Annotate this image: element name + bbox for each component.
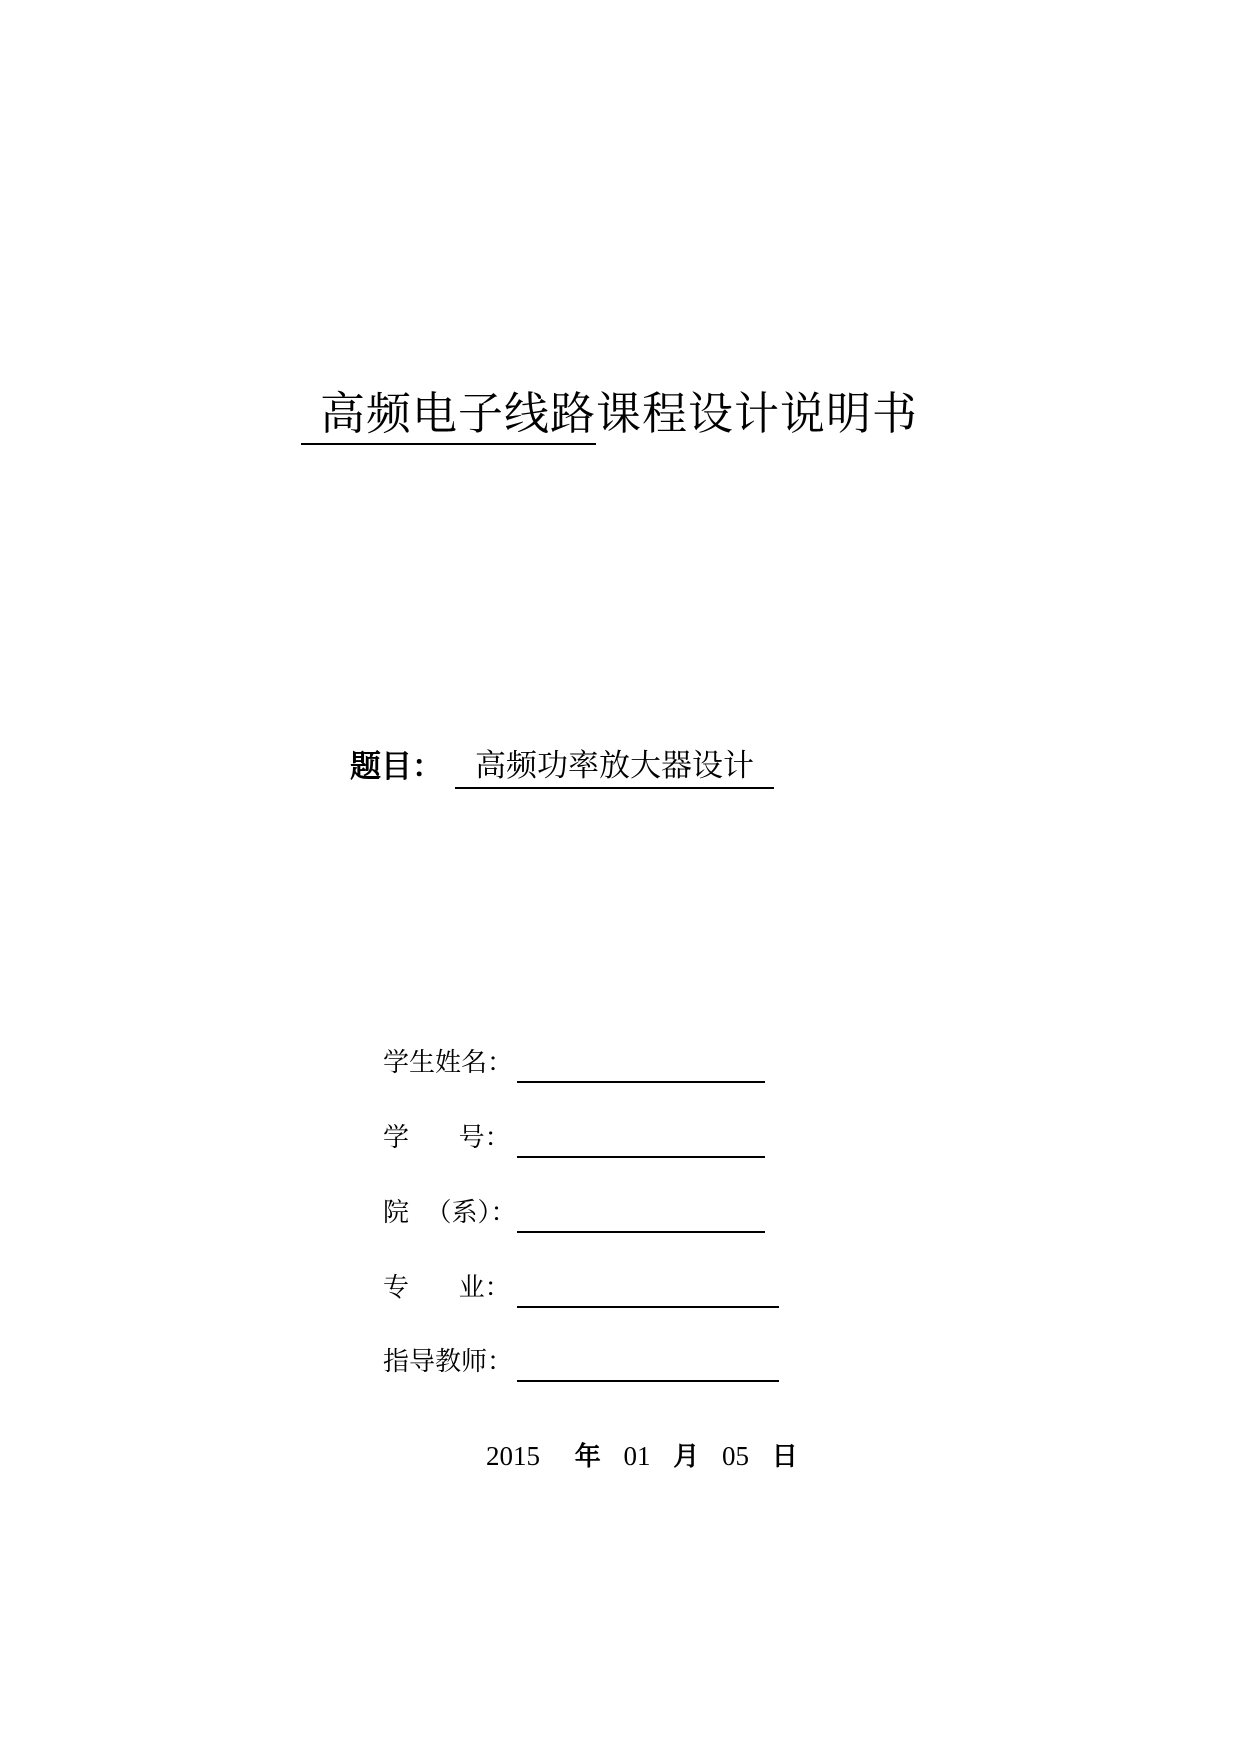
field-department	[383, 1193, 765, 1233]
field-label: 专 业：	[383, 1273, 511, 1303]
field-student-name	[383, 1043, 765, 1083]
topic-value: 高频功率放大器设计	[455, 745, 774, 789]
field-blank-line[interactable]	[517, 1043, 765, 1083]
date-month: 01	[623, 1441, 651, 1471]
field-label: 指导教师：	[383, 1347, 514, 1377]
document-title	[301, 384, 918, 444]
date-day: 05	[722, 1441, 750, 1471]
date-month-unit: 月	[673, 1442, 700, 1472]
field-blank-line[interactable]	[517, 1193, 765, 1233]
field-student-id	[383, 1118, 765, 1158]
field-label: 院 （系）：	[383, 1198, 517, 1228]
field-label: 学生姓名：	[383, 1048, 514, 1078]
field-major	[383, 1268, 779, 1308]
field-label: 学 号：	[383, 1123, 511, 1153]
topic-line	[350, 745, 774, 789]
field-blank-line[interactable]	[517, 1118, 765, 1158]
topic-label: 题目：	[350, 749, 443, 785]
title-suffix: 课程设计说明书	[596, 387, 919, 440]
date-day-unit: 日	[771, 1442, 798, 1472]
title-course-name: 高频电子线路	[301, 385, 596, 445]
field-blank-line[interactable]	[517, 1342, 779, 1382]
date-year-unit: 年	[574, 1442, 601, 1472]
field-advisor	[383, 1342, 779, 1382]
document-date	[486, 1436, 798, 1476]
date-year: 2015	[486, 1441, 540, 1471]
field-blank-line[interactable]	[517, 1268, 779, 1308]
